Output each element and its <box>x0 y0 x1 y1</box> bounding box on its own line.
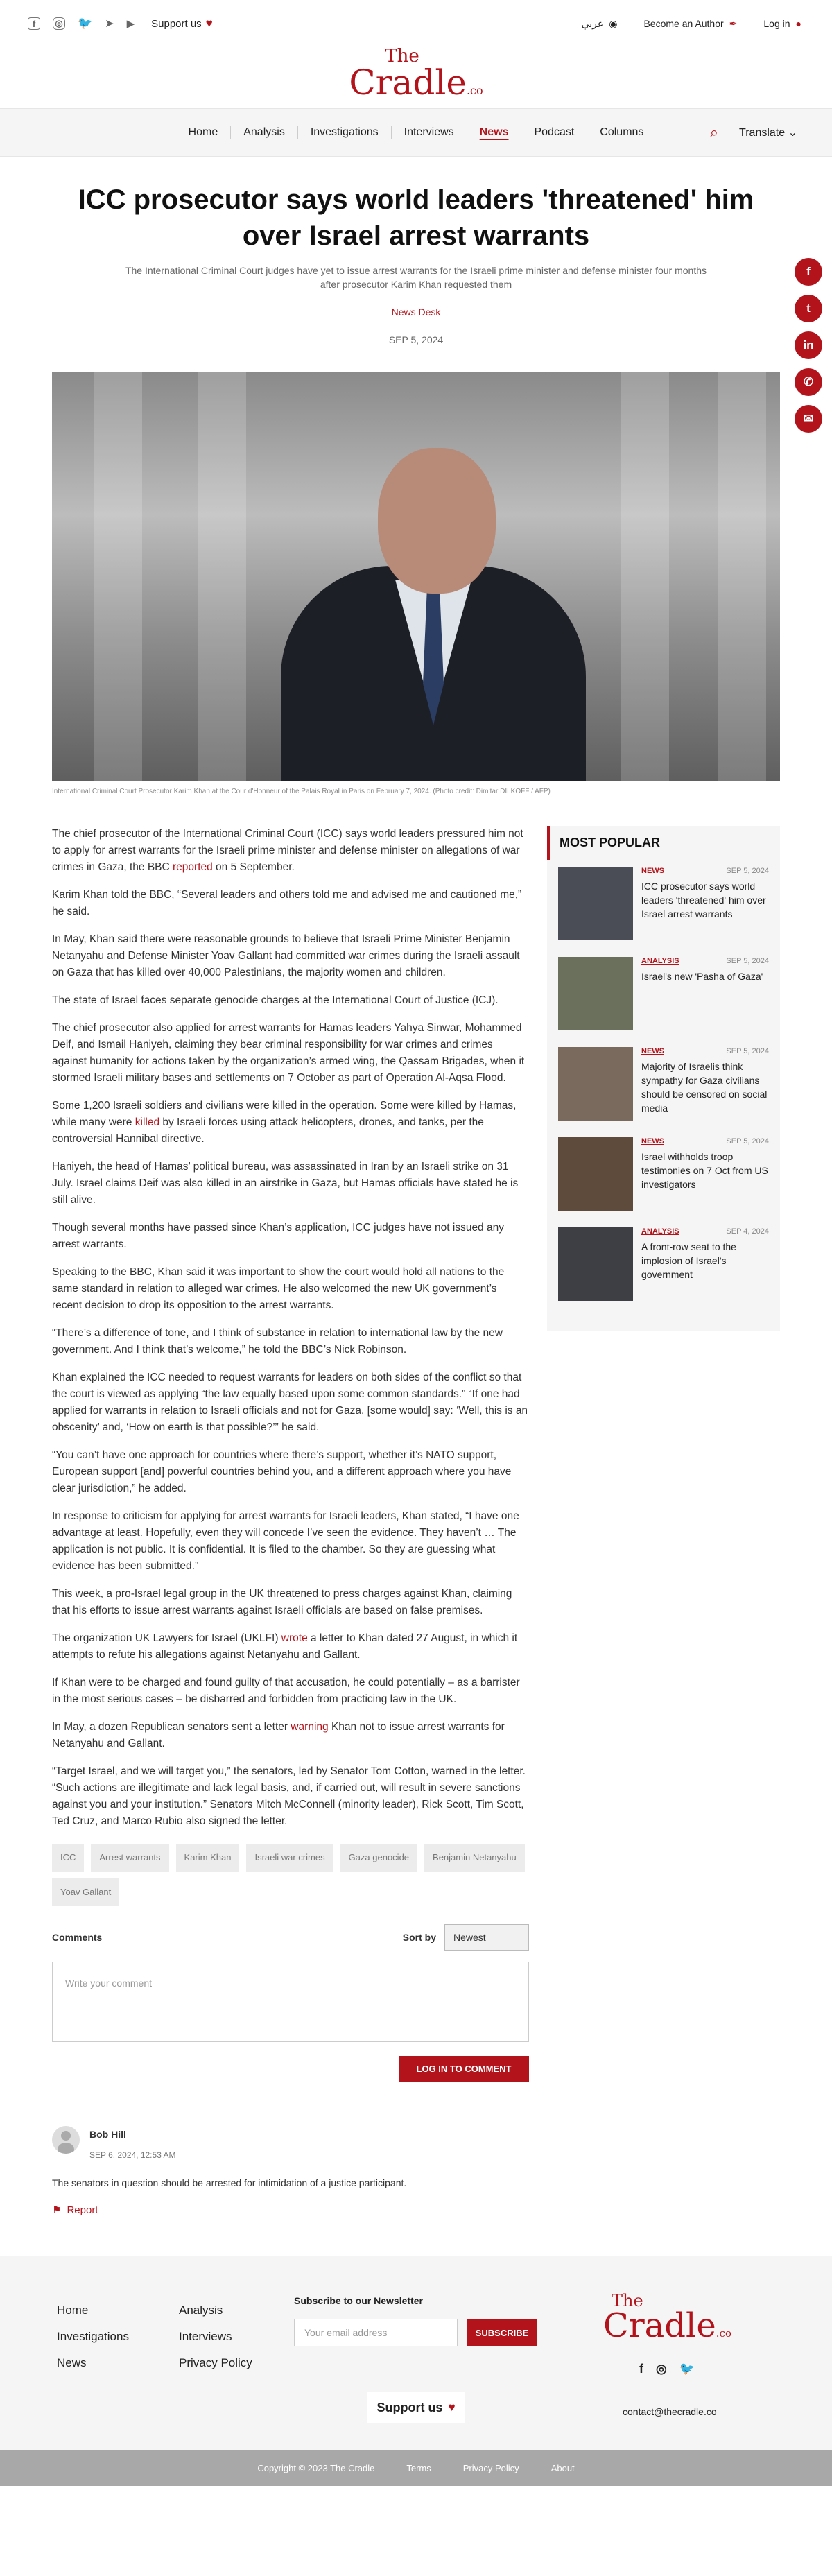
nav-item-analysis[interactable]: Analysis <box>231 126 298 139</box>
logo-the: The <box>385 46 419 67</box>
paragraph: Speaking to the BBC, Khan said it was important to show the court would hold all nations to the same standard in relation to alleged war crimes. He also welcomed the new UK government’s recent decision to drop its opposition to the arrest warrants. <box>52 1266 505 1311</box>
popular-item[interactable] <box>547 1227 780 1311</box>
newsletter <box>294 2295 537 2346</box>
nav-item-news[interactable]: News <box>467 126 522 139</box>
facebook-icon[interactable]: f <box>28 17 40 30</box>
tag[interactable]: ICC <box>52 1844 84 1872</box>
share-linkedin-icon[interactable]: in <box>795 331 822 359</box>
social-links <box>28 17 213 31</box>
become-author-link[interactable] <box>643 18 737 30</box>
bottom-link[interactable]: Privacy Policy <box>462 2463 519 2473</box>
popular-item[interactable] <box>547 867 780 950</box>
footer-logo[interactable] <box>603 2291 731 2345</box>
popular-body <box>641 867 769 950</box>
support-us-link[interactable] <box>151 17 213 31</box>
telegram-icon[interactable]: ➤ <box>105 18 114 30</box>
popular-thumbnail[interactable] <box>558 1227 633 1301</box>
wrote-link[interactable]: wrote <box>281 1632 308 1644</box>
footer-social <box>639 2362 695 2376</box>
nav-item-interviews[interactable]: Interviews <box>392 126 467 139</box>
share-buttons <box>795 258 822 433</box>
popular-body <box>641 1047 769 1130</box>
logo-cradle: Cradle <box>349 62 467 103</box>
popular-date: SEP 5, 2024 <box>726 957 769 965</box>
paragraph: Karim Khan told the BBC, “Several leaders and others told me and advised me and cautioned me,” he said. <box>52 889 522 917</box>
killed-link[interactable]: killed <box>135 1116 160 1128</box>
report-button[interactable] <box>52 2202 529 2219</box>
paragraph: Khan explained the ICC needed to request warrants for leaders on both sides of the conflict so that the court is viewed as applying “the law equally based upon some common standards.” “If one had applied for warrants in relation to Israeli officials and not for Gaza, [some would] say: ‘Well, this is an obscenity’ and, ‘How on earth is that possible?’” he said. <box>52 1372 528 1433</box>
popular-date: SEP 5, 2024 <box>726 867 769 875</box>
footer-logo-the: The <box>612 2291 643 2310</box>
popular-meta <box>641 1047 769 1055</box>
youtube-icon[interactable]: ▶ <box>126 18 135 30</box>
paragraph: This week, a pro-Israel legal group in the UK threatened to press charges against Khan, claiming that his efforts to issue arrest warrants against Israeli officials are based on false premises. <box>52 1588 512 1616</box>
twitter-icon[interactable]: 🐦 <box>78 17 93 30</box>
footer <box>0 2256 832 2450</box>
nav-item-investigations[interactable]: Investigations <box>298 126 392 139</box>
popular-category[interactable]: NEWS <box>641 1137 664 1146</box>
footer-logo-cradle: Cradle <box>603 2306 716 2345</box>
tag[interactable]: Benjamin Netanyahu <box>424 1844 525 1872</box>
paragraph: In May, Khan said there were reasonable grounds to believe that Israeli Prime Minister Benjamin Netanyahu and Defense Minister Yoav Gallant had committed war crimes during the Israeli assault on Gaza that has killed over 40,000 Palestinians, the majority women and children. <box>52 933 520 978</box>
become-author-label: Become an Author <box>643 18 724 29</box>
report-label: Report <box>67 2204 98 2216</box>
tag[interactable]: Arrest warrants <box>91 1844 168 1872</box>
instagram-icon[interactable]: ◎ <box>53 17 65 30</box>
user-icon: ● <box>795 18 801 29</box>
popular-thumbnail[interactable] <box>558 1047 633 1121</box>
footer-link[interactable]: Analysis <box>179 2303 223 2317</box>
tag[interactable]: Karim Khan <box>176 1844 240 1872</box>
paragraph: Though several months have passed since Khan’s application, ICC judges have not issued any arrest warrants. <box>52 1222 504 1250</box>
popular-category[interactable]: NEWS <box>641 867 664 875</box>
comments-header <box>52 1924 529 1951</box>
comment-item <box>52 2113 529 2219</box>
support-us-label: Support us <box>151 17 202 30</box>
arabic-link[interactable] <box>582 18 618 30</box>
paragraph: If Khan were to be charged and found guilty of that accusation, he could potentially – as a barrister in the most serious cases – be disbarred and forbidden from practicing law in the UK. <box>52 1677 520 1705</box>
popular-date: SEP 5, 2024 <box>726 1137 769 1146</box>
newsletter-email-input[interactable]: Your email address <box>294 2319 458 2346</box>
nav-item-columns[interactable]: Columns <box>600 126 644 138</box>
nav-tools <box>710 123 797 141</box>
footer-link[interactable]: News <box>57 2356 87 2369</box>
popular-title[interactable]: Majority of Israelis think sympathy for Gaza civilians should be censored on social media <box>641 1061 768 1114</box>
top-bar <box>0 0 832 47</box>
tag[interactable]: Israeli war crimes <box>246 1844 333 1872</box>
sort-control <box>403 1924 529 1951</box>
image-caption: International Criminal Court Prosecutor Karim Khan at the Cour d'Honneur of the Palais Royal in Paris on February 7, 2024. (Photo credit: Dimitar DILKOFF / AFP) <box>52 788 551 795</box>
avatar <box>52 2126 80 2154</box>
paragraph: Some 1,200 Israeli soldiers and civilians were killed in the operation. Some were killed by Hamas, while many were killed by Israeli forces using attack helicopters, drones, and tanks, per the controversial Hannibal directive. <box>52 1100 517 1145</box>
popular-meta <box>641 957 769 965</box>
popular-title[interactable]: Israel withholds troop testimonies on 7 Oct from US investigators <box>641 1151 768 1190</box>
paragraph: Haniyeh, the head of Hamas’ political bureau, was assassinated in Iran by an Israeli strike on 31 July. Israel claims Deif was also killed in an airstrike in Gaza, but Hamas officials have stated he is still alive. <box>52 1161 519 1206</box>
popular-item[interactable] <box>547 957 780 1040</box>
content-area <box>52 826 780 2219</box>
bbc-report-link[interactable]: reported <box>173 861 213 873</box>
footer-link[interactable]: Investigations <box>57 2330 129 2343</box>
popular-thumbnail[interactable] <box>558 867 633 940</box>
popular-item[interactable] <box>547 1047 780 1130</box>
article-subtitle: The International Criminal Court judges have yet to issue arrest warrants for the Israeli prime minister and defense minister four months after prosecutor Karim Khan requested them <box>125 265 707 290</box>
paragraph: The state of Israel faces separate genocide charges at the International Court of Justice (ICJ). <box>52 994 499 1006</box>
popular-meta <box>641 867 769 875</box>
search-icon[interactable]: ⌕ <box>709 123 719 141</box>
popular-category[interactable]: NEWS <box>641 1047 664 1055</box>
bottom-bar <box>0 2450 832 2486</box>
paragraph: The chief prosecutor of the International Criminal Court (ICC) says world leaders pressured him not to apply for arrest warrants for the Israeli prime minister and defense minister on allegations of war crimes in Gaza, the BBC reported on 5 September. <box>52 828 523 873</box>
paragraph: The organization UK Lawyers for Israel (UKLFI) wrote a letter to Khan dated 27 August, in which it attempts to refute his allegations against Netanyahu and Gallant. <box>52 1632 518 1661</box>
popular-date: SEP 5, 2024 <box>726 1047 769 1055</box>
footer-link[interactable]: Interviews <box>179 2330 232 2343</box>
share-facebook-icon[interactable]: f <box>795 258 822 286</box>
article-header <box>49 182 783 345</box>
chevron-down-icon: ⌄ <box>788 127 797 139</box>
comment-text: The senators in question should be arrested for intimidation of a justice participant. <box>52 2177 407 2188</box>
popular-meta <box>641 1137 769 1146</box>
paragraph: “Target Israel, and we will target you,” the senators, led by Senator Tom Cotton, warned in the letter. “Such actions are illegitimate and lack legal basis, and, if carried out, will result in severe sanctions against you and your institution.” Senators Mitch McConnell (minority leader), Rick Scott, Tim Scott, Ted Cruz, and Marco Rubio also signed the letter. <box>52 1765 526 1827</box>
translate-label: Translate <box>739 127 786 139</box>
byline[interactable]: News Desk <box>391 306 441 318</box>
heart-icon: ♥ <box>205 17 213 30</box>
paragraph: In response to criticism for applying for arrest warrants for Israeli leaders, Khan stated, “I have one advantage at least. Hopefully, even they will concede I’ve seen the evidence. They haven’t … The application is not public. It is confidential. It is filed to the chamber. So they are guessing what evidence has been submitted.” <box>52 1510 519 1572</box>
newsletter-form <box>294 2319 537 2346</box>
popular-body <box>641 1137 769 1220</box>
heart-icon: ♥ <box>448 2401 456 2414</box>
twitter-icon[interactable]: 🐦 <box>679 2362 695 2376</box>
popular-date: SEP 4, 2024 <box>726 1227 769 1236</box>
login-row <box>52 2056 529 2082</box>
paragraph: The chief prosecutor also applied for arrest warrants for Hamas leaders Yahya Sinwar, Mohammed Deif, and Ismail Haniyeh, claiming they bear criminal responsibility for war crimes and crimes against humanity for actions taken by the organization’s armed wing, the Qassam Brigades, when it stormed Israeli military bases and settlements on 7 October as part of Operation Al-Aqsa Flood. <box>52 1022 525 1084</box>
nav-item-podcast[interactable]: Podcast <box>521 126 587 139</box>
popular-category[interactable]: ANALYSIS <box>641 1227 679 1236</box>
article-title: ICC prosecutor says world leaders 'threatened' him over Israel arrest warrants <box>78 184 754 251</box>
article-date: SEP 5, 2024 <box>388 334 444 345</box>
share-email-icon[interactable]: ✉ <box>795 405 822 433</box>
comment-user <box>52 2126 529 2163</box>
login-link[interactable] <box>763 18 801 29</box>
footer-links <box>57 2303 290 2370</box>
nav-items <box>176 126 657 139</box>
sort-label: Sort by <box>402 1932 436 1943</box>
most-popular-heading: MOST POPULAR <box>547 826 780 860</box>
share-twitter-icon[interactable]: t <box>795 295 822 322</box>
tag[interactable]: Yoav Gallant <box>52 1878 119 1906</box>
login-label: Log in <box>763 18 790 29</box>
logo-co: .co <box>466 84 483 97</box>
most-popular-sidebar <box>547 826 780 1331</box>
popular-body <box>641 1227 769 1311</box>
sort-select[interactable]: Newest <box>444 1924 529 1951</box>
bottom-link[interactable]: About <box>551 2463 575 2473</box>
share-whatsapp-icon[interactable]: ✆ <box>795 368 822 396</box>
hero-image <box>52 372 780 781</box>
popular-title[interactable]: Israel's new 'Pasha of Gaza' <box>641 971 763 982</box>
newsletter-heading: Subscribe to our Newsletter <box>294 2295 423 2306</box>
paragraph: “There’s a difference of tone, and I think of substance in relation to international law by the new government. And I think that’s welcome,” he told the BBC’s Nick Robinson. <box>52 1327 503 1356</box>
popular-list <box>547 867 780 1311</box>
comments-heading: Comments <box>52 1932 103 1943</box>
popular-thumbnail[interactable] <box>558 1137 633 1211</box>
nav-item-home[interactable]: Home <box>176 126 232 139</box>
facebook-icon[interactable]: f <box>639 2362 643 2376</box>
article-body <box>52 826 529 2219</box>
tag-list <box>52 1844 529 1906</box>
login-to-comment-button[interactable]: LOG IN TO COMMENT <box>399 2056 529 2082</box>
bottom-link[interactable]: Terms <box>406 2463 431 2473</box>
warning-link[interactable]: warning <box>291 1721 329 1733</box>
translate-dropdown[interactable] <box>739 126 797 139</box>
popular-meta <box>641 1227 769 1236</box>
tag[interactable]: Gaza genocide <box>340 1844 417 1872</box>
comment-date: SEP 6, 2024, 12:53 AM <box>89 2150 176 2160</box>
popular-category[interactable]: ANALYSIS <box>641 957 679 965</box>
flag-icon: ⚑ <box>52 2204 62 2216</box>
pen-icon: ✒ <box>729 17 738 29</box>
footer-support-button[interactable] <box>367 2392 465 2423</box>
footer-link[interactable]: Privacy Policy <box>179 2356 252 2369</box>
footer-logo-co: .co <box>716 2327 731 2340</box>
contact-email[interactable]: contact@thecradle.co <box>623 2406 717 2417</box>
footer-support-label: Support us <box>376 2400 443 2414</box>
logo-area <box>0 47 832 108</box>
paragraph: In May, a dozen Republican senators sent a letter warning Khan not to issue arrest warrants for Netanyahu and Gallant. <box>52 1721 505 1749</box>
comment-author: Bob Hill <box>89 2129 126 2140</box>
site-logo[interactable] <box>349 46 483 103</box>
comment-input[interactable]: Write your comment <box>52 1962 529 2042</box>
main-nav <box>0 108 832 157</box>
arabic-label: عربي <box>581 17 604 29</box>
paragraph: “You can’t have one approach for countries where there’s support, whether it’s NATO support, European support [and] powerful countries behind you, and a different approach where you have clear jurisdiction,” he added. <box>52 1449 512 1494</box>
popular-item[interactable] <box>547 1137 780 1220</box>
globe-icon: ◉ <box>609 17 618 29</box>
popular-body <box>641 957 769 1040</box>
subscribe-button[interactable]: SUBSCRIBE <box>467 2319 537 2346</box>
popular-thumbnail[interactable] <box>558 957 633 1030</box>
footer-link[interactable]: Home <box>57 2303 89 2317</box>
top-right-links <box>582 18 801 30</box>
popular-title[interactable]: ICC prosecutor says world leaders 'threatened' him over Israel arrest warrants <box>641 881 766 919</box>
copyright: Copyright © 2023 The Cradle <box>257 2463 375 2473</box>
popular-title[interactable]: A front-row seat to the implosion of Israel's government <box>641 1241 736 1280</box>
instagram-icon[interactable]: ◎ <box>656 2362 667 2376</box>
